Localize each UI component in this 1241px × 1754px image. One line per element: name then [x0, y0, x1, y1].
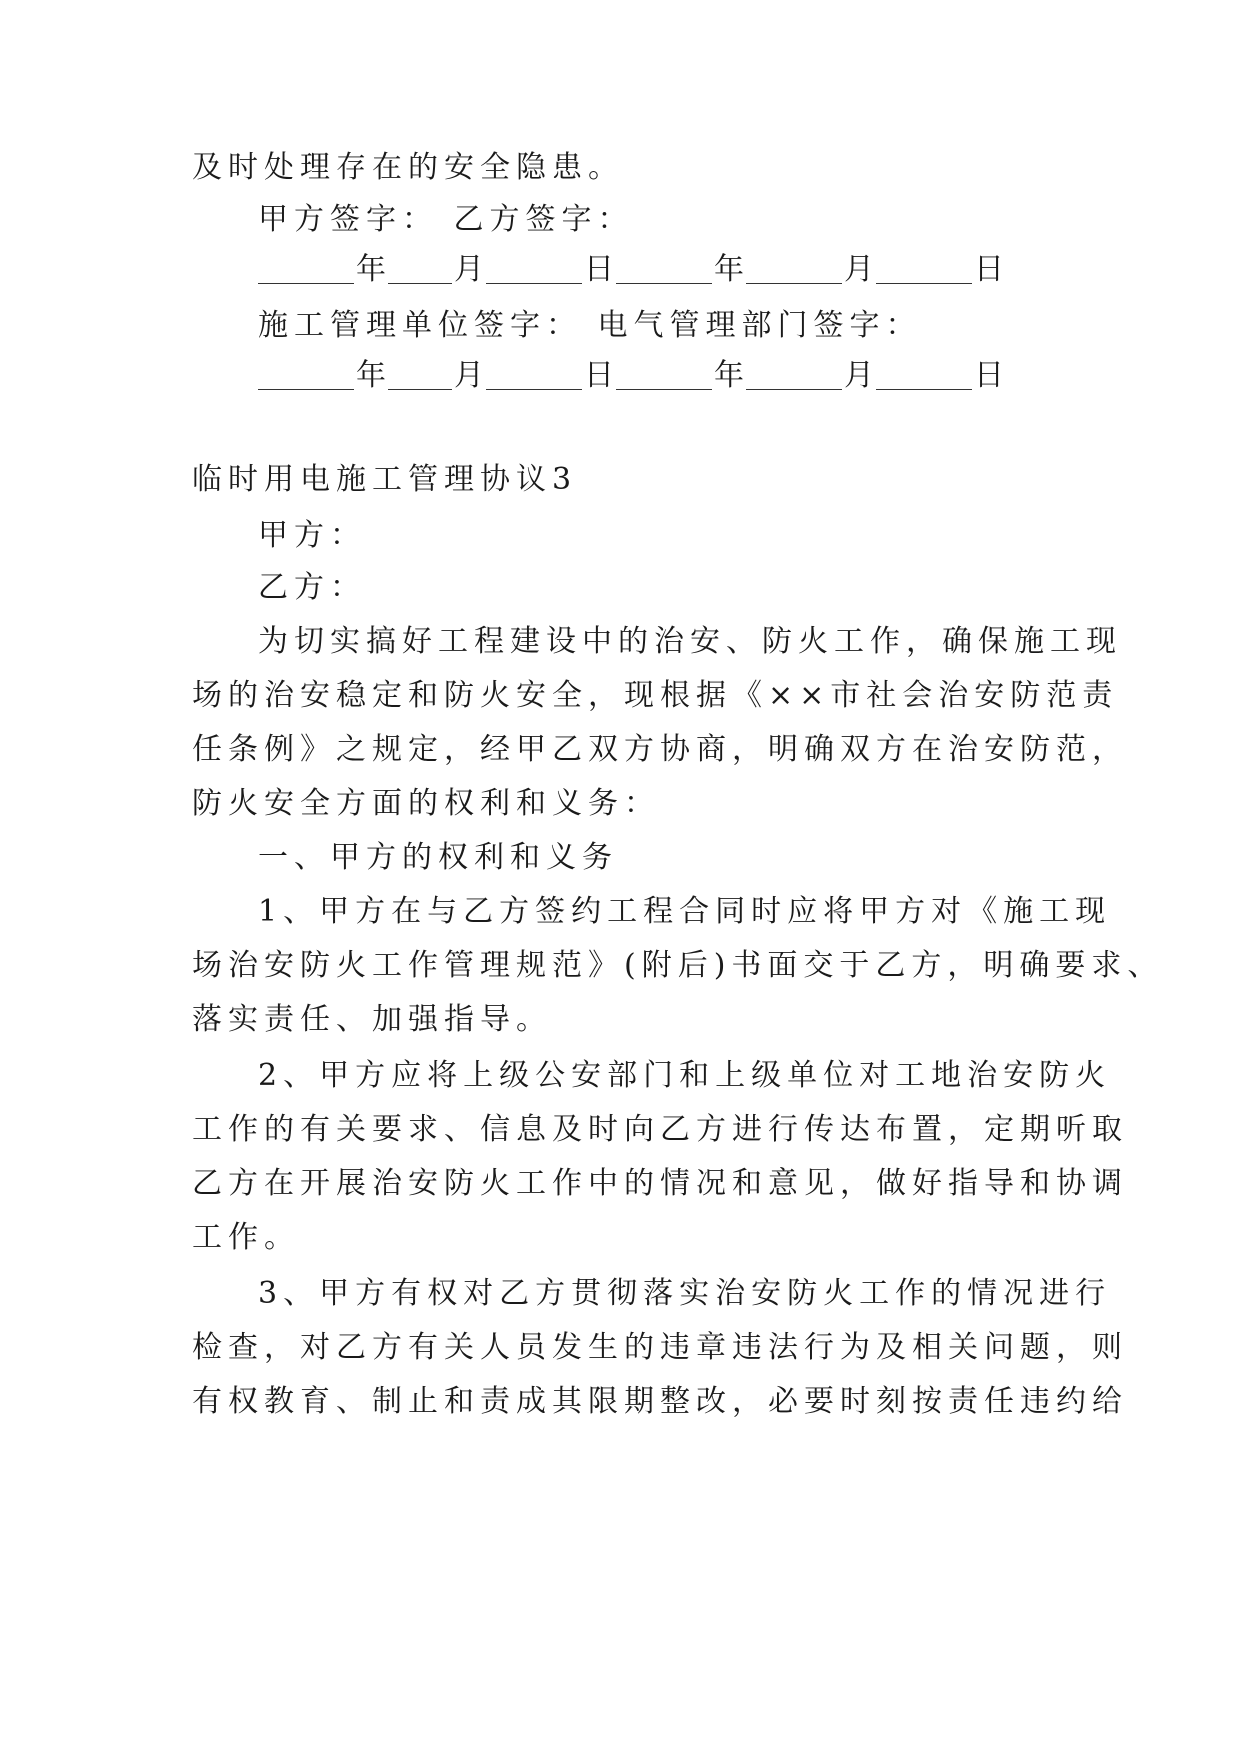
- item-2-line: 2、甲方应将上级公安部门和上级单位对工地治安防火: [258, 1058, 1112, 1093]
- month-label: 月: [844, 358, 874, 393]
- item-3-line: 3、甲方有权对乙方贯彻落实治安防火工作的情况进行: [258, 1276, 1112, 1311]
- year-label: 年: [714, 252, 744, 287]
- month-label: 月: [454, 252, 484, 287]
- blank-field: [486, 359, 582, 390]
- day-label: 日: [584, 358, 614, 393]
- day-label: 日: [974, 252, 1004, 287]
- year-label: 年: [356, 358, 386, 393]
- month-label: 月: [454, 358, 484, 393]
- party-a-label: 甲方：: [258, 518, 366, 553]
- date-line-2: [256, 356, 1004, 396]
- blank-field: [616, 359, 712, 390]
- day-label: 日: [974, 358, 1004, 393]
- item-3-line: 检查，对乙方有关人员发生的违章违法行为及相关问题，则: [192, 1330, 1128, 1365]
- signature-line-parties: 甲方签字： 乙方签字：: [258, 202, 634, 237]
- blank-field: [876, 253, 972, 284]
- year-label: 年: [714, 358, 744, 393]
- blank-field: [258, 253, 354, 284]
- item-2-line: 工作的有关要求、信息及时向乙方进行传达布置，定期听取: [192, 1112, 1128, 1147]
- item-3-line: 有权教育、制止和责成其限期整改，必要时刻按责任违约给: [192, 1384, 1128, 1419]
- blank-field: [746, 359, 842, 390]
- item-1-line: 场治安防火工作管理规范》(附后)书面交于乙方，明确要求、: [192, 948, 1164, 983]
- blank-field: [876, 359, 972, 390]
- year-label: 年: [356, 252, 386, 287]
- intro-paragraph-line: 任条例》之规定，经甲乙双方协商，明确双方在治安防范，: [192, 732, 1128, 767]
- party-b-label: 乙方：: [258, 570, 366, 605]
- day-label: 日: [584, 252, 614, 287]
- blank-field: [486, 253, 582, 284]
- blank-field: [388, 359, 452, 390]
- intro-paragraph-line: 防火安全方面的权利和义务：: [192, 786, 660, 821]
- blank-field: [258, 359, 354, 390]
- agreement-title: 临时用电施工管理协议3: [192, 462, 578, 497]
- signature-line-management: 施工管理单位签字： 电气管理部门签字：: [258, 308, 922, 343]
- blank-field: [388, 253, 452, 284]
- intro-paragraph-line: 为切实搞好工程建设中的治安、防火工作，确保施工现: [258, 624, 1122, 659]
- month-label: 月: [844, 252, 874, 287]
- date-line-1: [256, 250, 1004, 290]
- item-2-line: 乙方在开展治安防火工作中的情况和意见，做好指导和协调: [192, 1166, 1128, 1201]
- blank-field: [616, 253, 712, 284]
- intro-paragraph-line: 场的治安稳定和防火安全，现根据《××市社会治安防范责: [192, 678, 1119, 713]
- item-2-line: 工作。: [192, 1220, 300, 1255]
- section-heading: 一、甲方的权利和义务: [258, 840, 618, 875]
- blank-field: [746, 253, 842, 284]
- item-1-line: 落实责任、加强指导。: [192, 1002, 552, 1037]
- paragraph-continuation: 及时处理存在的安全隐患。: [192, 150, 624, 185]
- item-1-line: 1、甲方在与乙方签约工程合同时应将甲方对《施工现: [258, 894, 1112, 929]
